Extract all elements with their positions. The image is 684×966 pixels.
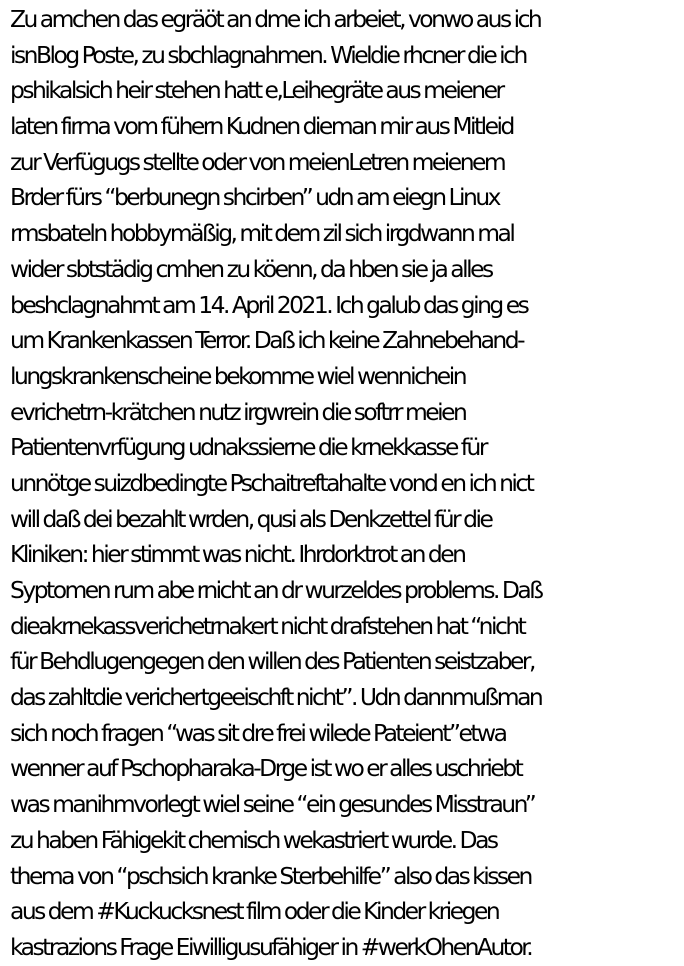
text-line-24: zu haben Fähigekit chemisch wekastriert wurde. Das bbox=[10, 825, 497, 854]
text-line-4: laten firma vom fühern Kudnen dieman mir aus Mitleid bbox=[10, 112, 513, 141]
text-line-8: wider sbtstädig cmhen zu köenn, da hben sie ja alles bbox=[10, 254, 492, 283]
text-line-21: sich noch fragen “was sit dre frei wilede Pateient”etwa bbox=[10, 718, 506, 747]
text-line-26: aus dem #Kuckucksnest film oder die Kinder kriegen bbox=[10, 897, 499, 926]
text-line-3: pshikalsich heir stehen hatt e,Leihegräte aus meiener bbox=[10, 76, 503, 105]
text-line-1: Zu amchen das egräöt an dme ich arbeiet, vonwo aus ich bbox=[10, 5, 541, 33]
text-line-5: zur Verfügugs stellte oder von meienLetren meienem bbox=[10, 147, 505, 176]
text-line-17: Syptomen rum abe rnicht an dr wurzeldes problems. Daß bbox=[10, 576, 542, 604]
text-line-18: dieakrnekassverichetrnakert nicht drafstehen hat “nicht bbox=[10, 611, 525, 640]
text-line-11: lungskrankenscheine bekomme wiel wennichein bbox=[10, 361, 466, 390]
text-line-2: isnBlog Poste, zu sbchlagnahmen. Wieldie rhcner die ich bbox=[10, 40, 526, 69]
text-line-25: thema von “pschsich kranke Sterbehilfe” also das kissen bbox=[10, 861, 531, 890]
text-line-27: kastrazions Frage Eiwilligusufähiger in #werkOhenAutor. bbox=[10, 932, 532, 961]
text-line-20: das zahltdie verichertgeeischft nicht”. Udn dannmußman bbox=[10, 683, 542, 712]
text-line-6: Brder fürs “berbunegn shcirben” udn am eiegn Linux bbox=[10, 183, 500, 212]
text-line-19: für Behdlugengegen den willen des Patienten seistzaber, bbox=[10, 647, 534, 676]
text-line-23: was manihmvorlegt wiel seine “ein gesundes Misstraun” bbox=[10, 790, 535, 819]
text-line-22: wenner auf Pschopharaka-Drge ist wo er alles uschriebt bbox=[10, 754, 522, 783]
text-line-15: will daß dei bezahlt wrden, qusi als Denkzettel für die bbox=[10, 504, 492, 533]
text-line-13: Patientenvrfügung udnakssierne die krnekkasse für bbox=[10, 433, 486, 462]
text-line-16: Kliniken: hier stimmt was nicht. Ihrdorktrot an den bbox=[10, 540, 465, 569]
text-line-14: unnötge suizdbedingte Pschaitreftahalte vond en ich nict bbox=[10, 468, 533, 497]
text-line-10: um Krankenkassen Terror. Daß ich keine Zahnebehand- bbox=[10, 326, 524, 355]
text-line-7: rmsbateln hobbymäßig, mit dem zil sich irgdwann mal bbox=[10, 219, 514, 248]
text-line-12: evrichetrn-krätchen nutz irgwrein die softrr meien bbox=[10, 397, 466, 426]
text-line-9: beshclagnahmt am 14. April 2021. Ich galub das ging es bbox=[10, 290, 528, 319]
